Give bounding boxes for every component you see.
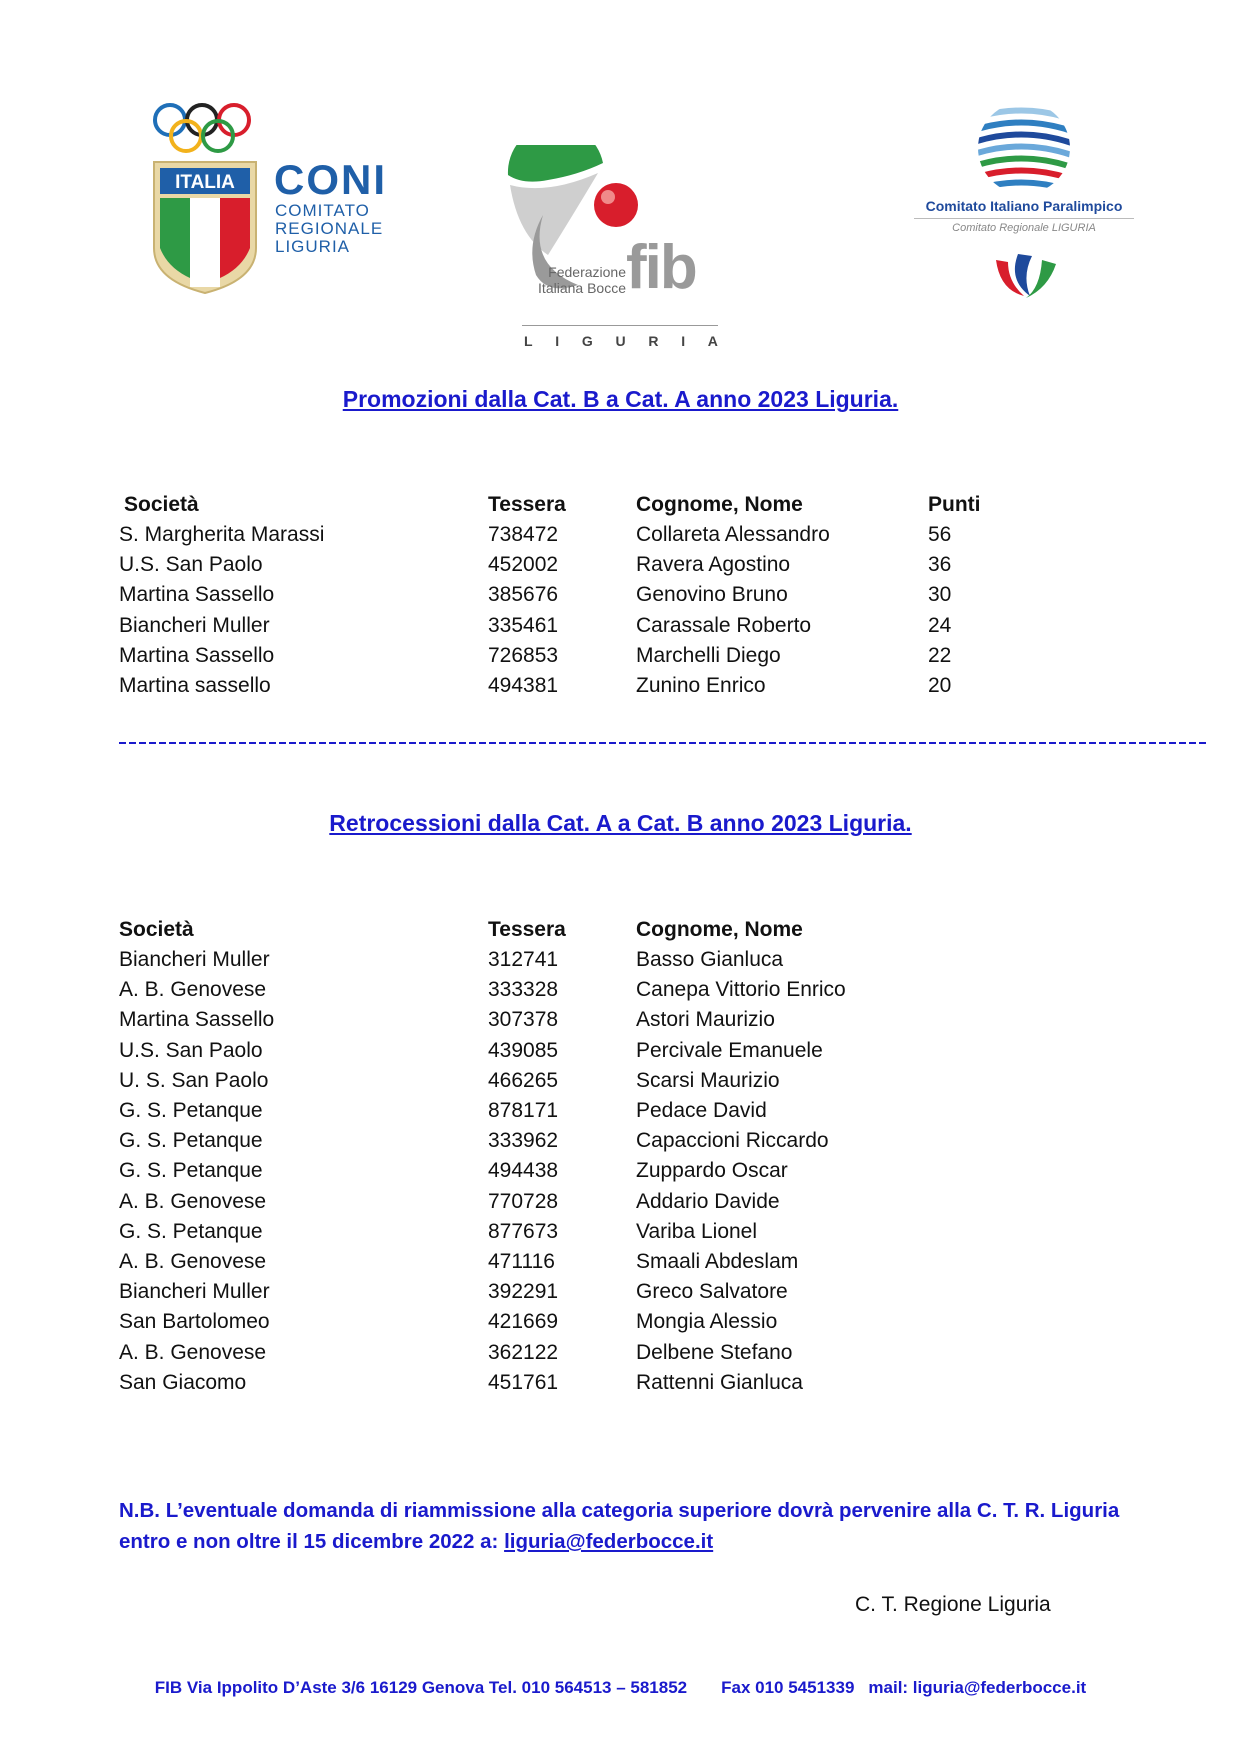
table-row — [0, 1190, 1241, 1220]
cell-punti: 20 — [928, 674, 952, 697]
cell-societa: A. B. Genovese — [119, 1189, 267, 1213]
footer-fax: Fax 010 5451339 — [721, 1678, 855, 1697]
cell-cognome-nome: Addario Davide — [636, 1189, 780, 1213]
cell-punti: 22 — [928, 643, 952, 667]
table-row — [0, 523, 1241, 553]
cell-tessera: 877673 — [488, 1219, 559, 1243]
cell-tessera: 421669 — [488, 1310, 559, 1334]
cell-societa: Biancheri Muller — [119, 948, 270, 971]
cell-tessera: 878171 — [488, 1099, 559, 1122]
cell-cognome-nome: Smaali Abdeslam — [636, 1250, 799, 1273]
table-row — [0, 1039, 1241, 1069]
cell-cognome-nome: Carassale Roberto — [636, 613, 812, 637]
relegations-title: Retrocessioni dalla Cat. A a Cat. B anno 2023 Liguria. — [329, 810, 912, 836]
cell-tessera: 333328 — [488, 978, 559, 1002]
cip-name: Comitato Italiano Paralimpico — [925, 198, 1123, 214]
table-row — [0, 1310, 1241, 1340]
cell-punti: 56 — [928, 523, 952, 546]
cell-tessera: 770728 — [488, 1189, 559, 1213]
table-row — [0, 948, 1241, 978]
header-societa: Società — [119, 918, 194, 941]
cell-tessera: 466265 — [488, 1068, 559, 1092]
cell-cognome-nome: Basso Gianluca — [636, 948, 784, 971]
coni-line-2: REGIONALE — [275, 219, 384, 238]
cell-cognome-nome: Percivale Emanuele — [636, 1038, 823, 1062]
cell-tessera: 726853 — [488, 643, 559, 667]
table-row — [0, 1220, 1241, 1250]
email-link[interactable]: liguria@federbocce.it — [504, 1530, 714, 1553]
cell-cognome-nome: Genovino Bruno — [636, 583, 788, 607]
table-row — [0, 978, 1241, 1008]
cell-societa: U. S. San Paolo — [119, 1068, 269, 1092]
table-row — [0, 1008, 1241, 1038]
agitos-icon — [908, 240, 1140, 310]
cell-societa: Biancheri Muller — [119, 613, 270, 637]
table-row — [0, 1129, 1241, 1159]
cell-cognome-nome: Variba Lionel — [636, 1219, 758, 1243]
cell-tessera: 451761 — [488, 1370, 559, 1394]
fib-region: L I G U R I A — [524, 333, 718, 349]
cell-societa: Biancheri Muller — [119, 1280, 270, 1304]
cell-societa: Martina Sassello — [119, 643, 275, 667]
coni-line-1: COMITATO — [275, 201, 370, 220]
olympic-rings-icon — [150, 98, 270, 298]
cell-tessera: 738472 — [488, 523, 559, 546]
header-societa: Società — [124, 493, 199, 516]
cell-cognome-nome: Astori Maurizio — [636, 1008, 775, 1032]
signature: C. T. Regione Liguria — [855, 1593, 1051, 1616]
cell-societa: A. B. Genovese — [119, 1340, 267, 1364]
table-row — [0, 644, 1241, 674]
cell-cognome-nome: Rattenni Gianluca — [636, 1370, 803, 1394]
table-row — [0, 1250, 1241, 1280]
note-line-1: N.B. L’eventuale domanda di riammissione alla categoria superiore dovrà pervenire alla C. T. R. Liguria — [119, 1499, 1120, 1522]
table-row — [0, 614, 1241, 644]
footer-address: FIB Via Ippolito D’Aste 3/6 16129 Genova Tel. 010 564513 – 581852 — [154, 1678, 688, 1697]
header-cognome-nome: Cognome, Nome — [636, 918, 803, 941]
cell-societa: A. B. Genovese — [119, 978, 267, 1002]
cell-tessera: 494381 — [488, 674, 559, 697]
header-punti: Punti — [928, 493, 981, 516]
cell-societa: Martina Sassello — [119, 583, 275, 607]
coni-title: CONI — [274, 156, 387, 203]
svg-text:ITALIA: ITALIA — [175, 172, 235, 193]
cip-globe-icon — [908, 100, 1140, 195]
cell-tessera: 307378 — [488, 1008, 559, 1032]
fib-logo — [488, 145, 738, 355]
cip-divider — [914, 218, 1134, 219]
footer-mail: mail: liguria@federbocce.it — [868, 1678, 1087, 1697]
cip-logo — [908, 100, 1140, 305]
cell-societa: U.S. San Paolo — [119, 553, 263, 577]
cell-tessera: 335461 — [488, 613, 559, 637]
table-row — [0, 1280, 1241, 1310]
cell-tessera: 312741 — [488, 948, 559, 971]
cell-cognome-nome: Scarsi Maurizio — [636, 1068, 780, 1092]
cell-societa: Martina Sassello — [119, 1008, 275, 1032]
cell-cognome-nome: Canepa Vittorio Enrico — [636, 978, 846, 1002]
cell-societa: G. S. Petanque — [119, 1129, 263, 1153]
cell-societa: San Bartolomeo — [119, 1310, 270, 1334]
table-row — [0, 1371, 1241, 1401]
cell-cognome-nome: Marchelli Diego — [636, 643, 781, 667]
cell-cognome-nome: Collareta Alessandro — [636, 523, 830, 546]
table-row — [0, 1099, 1241, 1129]
promotions-header-row — [0, 493, 1241, 523]
relegations-header-row — [0, 918, 1241, 948]
cell-cognome-nome: Zunino Enrico — [636, 674, 766, 697]
coni-logo — [150, 98, 420, 298]
table-row — [0, 674, 1241, 704]
table-row — [0, 1159, 1241, 1189]
cell-punti: 24 — [928, 613, 952, 637]
table-row — [0, 1341, 1241, 1371]
cell-tessera: 392291 — [488, 1280, 559, 1304]
cell-societa: San Giacomo — [119, 1370, 247, 1394]
header-cognome-nome: Cognome, Nome — [636, 493, 803, 516]
cell-societa: S. Margherita Marassi — [119, 523, 325, 546]
cell-societa: Martina sassello — [119, 674, 271, 697]
cell-cognome-nome: Mongia Alessio — [636, 1310, 778, 1334]
fib-wordmark: fib — [626, 233, 696, 302]
cip-region: Comitato Regionale LIGURIA — [952, 222, 1096, 234]
cell-tessera: 439085 — [488, 1038, 559, 1062]
fib-emblem-icon — [488, 145, 738, 325]
header-tessera: Tessera — [488, 493, 566, 516]
section-separator — [119, 742, 1209, 744]
cell-societa: U.S. San Paolo — [119, 1038, 263, 1062]
coni-line-3: LIGURIA — [275, 237, 351, 256]
cell-tessera: 452002 — [488, 553, 559, 577]
cell-punti: 36 — [928, 553, 952, 577]
table-row — [0, 583, 1241, 613]
cell-cognome-nome: Ravera Agostino — [636, 553, 791, 577]
cell-societa: G. S. Petanque — [119, 1219, 263, 1243]
fib-line-2: Italiana Bocce — [538, 280, 626, 296]
fib-line-1: Federazione — [548, 264, 626, 280]
cell-cognome-nome: Pedace David — [636, 1099, 767, 1122]
cell-cognome-nome: Greco Salvatore — [636, 1280, 788, 1304]
footer — [0, 1678, 1241, 1698]
cell-tessera: 385676 — [488, 583, 559, 607]
table-row — [0, 1069, 1241, 1099]
cell-punti: 30 — [928, 583, 952, 607]
cell-tessera: 333962 — [488, 1129, 559, 1153]
table-row — [0, 553, 1241, 583]
fib-divider — [522, 325, 718, 326]
cell-cognome-nome: Capaccioni Riccardo — [636, 1129, 829, 1153]
cell-societa: G. S. Petanque — [119, 1099, 263, 1122]
cell-cognome-nome: Zuppardo Oscar — [636, 1159, 788, 1183]
cell-cognome-nome: Delbene Stefano — [636, 1340, 793, 1364]
header-tessera: Tessera — [488, 918, 566, 941]
cell-tessera: 471116 — [488, 1250, 555, 1273]
cell-tessera: 362122 — [488, 1340, 559, 1364]
note-line-2: entro e non oltre il 15 dicembre 2022 a: liguria@federbocce.it — [119, 1530, 714, 1553]
cell-tessera: 494438 — [488, 1159, 559, 1183]
cell-societa: G. S. Petanque — [119, 1159, 263, 1183]
promotions-title: Promozioni dalla Cat. B a Cat. A anno 2023 Liguria. — [342, 386, 899, 412]
cell-societa: A. B. Genovese — [119, 1250, 267, 1273]
